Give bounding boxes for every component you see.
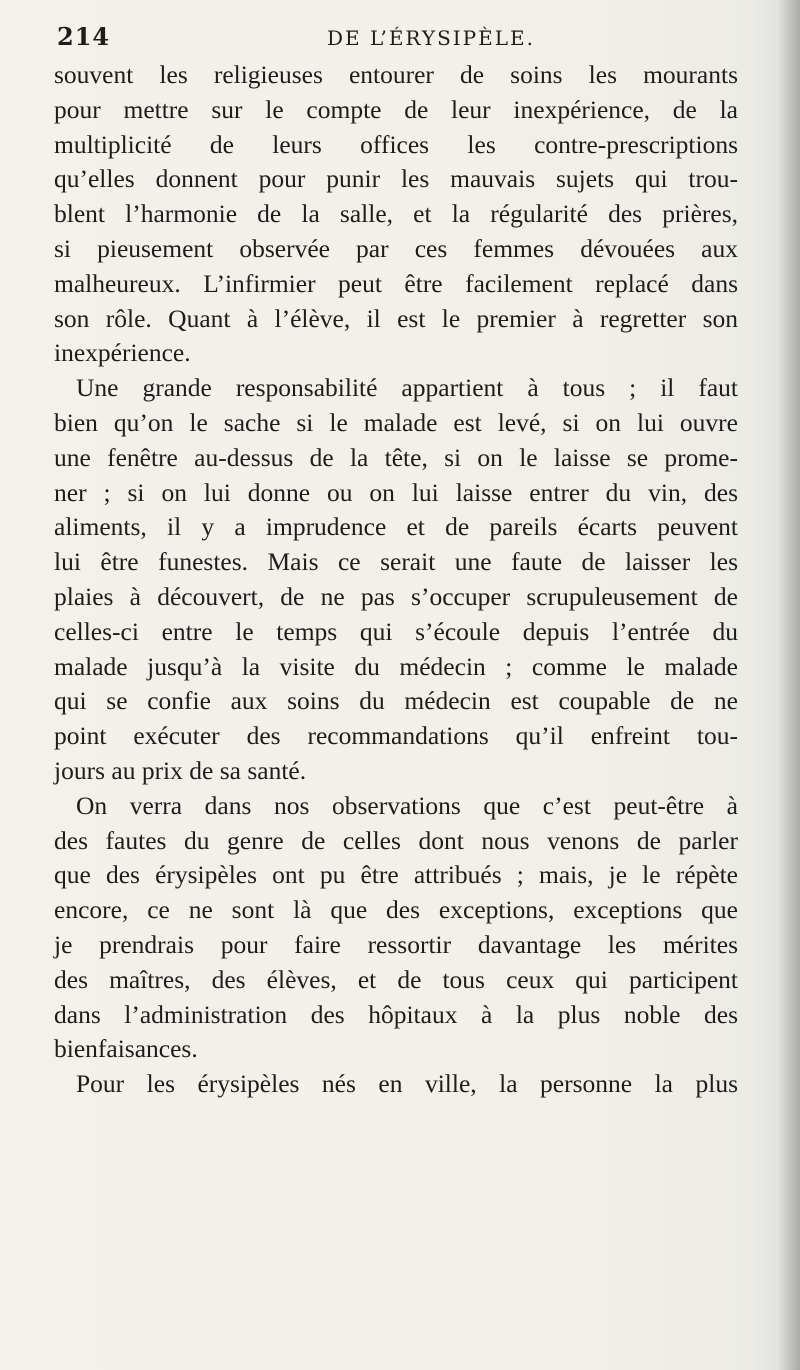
text-line: qu’elles donnent pour punir les mauvais sujets qui trou-	[54, 164, 738, 194]
text-line: que des érysipèles ont pu être attribués ; mais, je le répète	[54, 860, 738, 890]
text-line: encore, ce ne sont là que des exceptions, exceptions que	[54, 895, 738, 925]
paragraph	[54, 58, 738, 371]
text-line: son rôle. Quant à l’élève, il est le premier à regretter son	[54, 303, 738, 333]
text-line: celles-ci entre le temps qui s’écoule depuis l’entrée du	[54, 616, 738, 646]
text-line: bienfaisances.	[54, 1034, 198, 1064]
text-line: multiplicité de leurs offices les contre-prescriptions	[54, 129, 738, 159]
text-line: je prendrais pour faire ressortir davantage les mérites	[54, 929, 738, 959]
paragraph	[54, 371, 738, 789]
text-line: souvent les religieuses entourer de soins les mourants	[54, 60, 738, 89]
text-line: plaies à découvert, de ne pas s’occuper scrupuleusement de	[54, 581, 738, 611]
running-head	[57, 22, 757, 58]
text-line: inexpérience.	[54, 338, 191, 368]
paragraph	[54, 789, 738, 1067]
text-line: dans l’administration des hôpitaux à la plus noble des	[54, 999, 738, 1029]
text-line: point exécuter des recommandations qu’il enfreint tou-	[54, 721, 738, 751]
text-line: bien qu’on le sache si le malade est levé, si on lui ouvre	[54, 407, 738, 437]
text-line: Pour les érysipèles nés en ville, la personne la plus	[76, 1069, 738, 1099]
body-text	[54, 58, 738, 1102]
page-edge-shadow	[778, 0, 800, 1370]
running-title: DE L’ÉRYSIPÈLE.	[327, 26, 535, 50]
text-line: jours au prix de sa santé.	[54, 755, 307, 785]
text-line: ner ; si on lui donne ou on lui laisse entrer du vin, des	[54, 477, 738, 507]
text-line: une fenêtre au-dessus de la tête, si on le laisse se prome-	[54, 442, 738, 472]
text-line: Une grande responsabilité appartient à tous ; il faut	[76, 373, 738, 403]
text-line: On verra dans nos observations que c’est peut-être à	[76, 790, 738, 820]
text-line: blent l’harmonie de la salle, et la régularité des prières,	[54, 199, 738, 229]
text-line: des fautes du genre de celles dont nous venons de parler	[54, 825, 738, 855]
text-line: lui être funestes. Mais ce serait une faute de laisser les	[54, 547, 738, 577]
page-number: 214	[57, 22, 111, 51]
text-line: des maîtres, des élèves, et de tous ceux qui participent	[54, 964, 738, 994]
text-line: si pieusement observée par ces femmes dévouées aux	[54, 233, 738, 263]
paragraph	[54, 1067, 738, 1102]
text-line: pour mettre sur le compte de leur inexpérience, de la	[54, 94, 738, 124]
text-line: qui se confie aux soins du médecin est coupable de ne	[54, 686, 738, 716]
text-line: aliments, il y a imprudence et de pareils écarts peuvent	[54, 512, 738, 542]
text-line: malheureux. L’infirmier peut être facilement replacé dans	[54, 268, 738, 298]
text-line: malade jusqu’à la visite du médecin ; comme le malade	[54, 651, 738, 681]
